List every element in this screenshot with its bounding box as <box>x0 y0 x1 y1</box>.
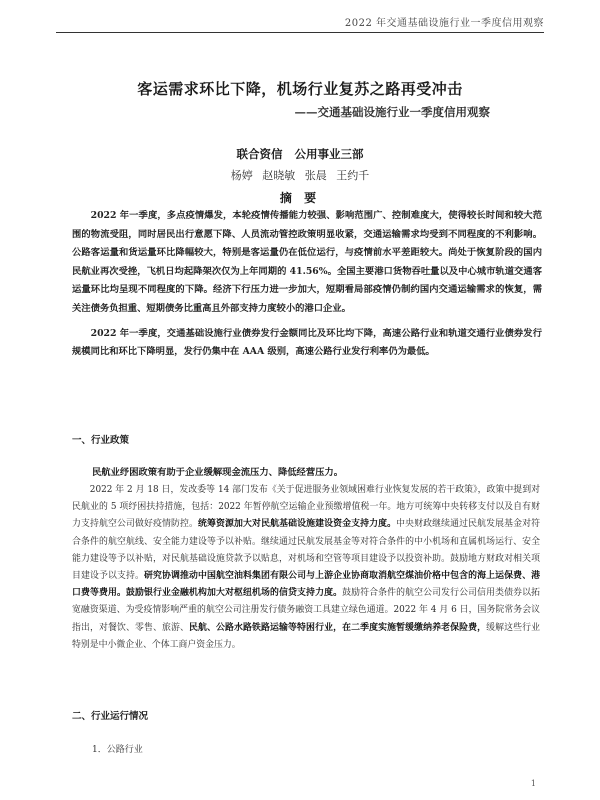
report-subtitle: ——交通基础设施行业一季度信用观察 <box>294 105 490 119</box>
running-header: 2022 年交通基础设施行业一季度信用观察 <box>344 18 544 29</box>
authors: 杨婷 赵晓敏 张晨 王约千 <box>230 169 370 182</box>
report-title: 客运需求环比下降，机场行业复苏之路再受冲击 <box>137 80 463 98</box>
policy-paragraph <box>72 482 540 654</box>
policy-body <box>72 482 540 654</box>
organization: 联合资信 公用事业三部 <box>236 147 364 161</box>
header-rule <box>56 32 544 33</box>
subsection-highway: 1．公路行业 <box>92 745 143 755</box>
policy-text-4: 缓解这些行业特别是中小微企业、个体工商户资金压力。 <box>72 622 540 650</box>
abstract-heading: 摘 要 <box>279 191 321 205</box>
policy-bold-1: 统筹资源加大对民航基础设施建设资金支持力度。 <box>198 519 397 530</box>
abstract-paragraph-1: 2022 年一季度，多点疫情爆发，本轮疫情传播能力较强、影响范围广、控制难度大，使得较长时间和较大范围的物流受阻，同时居民出行意愿下降、人员流动管控政策明显收紧，交通运输需求均受到不同程度的不利影响。公路客运量和货运量环比降幅较大，特别是客运量仍在低位运行，与疫情前水平差距较大。尚处于恢复阶段的国内民航业再次受挫，飞机日均起降架次仅为上年同期的 41.56%。全国主要港口货物吞吐量以及中心城市轨道交通客运量环比均呈现不同程度的下降。经济下行压力进一步加大，短期看局部疫情仍制约国内交通运输需求的恢复，需关注债务负担重、短期债务比重高且外部支持力度较小的港口企业。 <box>72 210 542 314</box>
policy-text-1: 2022 年 2 月 18 日，发改委等 14 部门发布《关于促进服务业领域困难行业恢复发展的若干政策》，政策中提到对民航业的 5 项纾困扶持措施，包括：2022 年暂停航空运输企业预缴增值税一年。地方可统筹中央转移支付以及自有财力支持航空公司做好疫情防控。 <box>72 485 540 530</box>
policy-bold-2: 研究协调推动中国航空油料集团有限公司与上游企业协商取消航空煤油价格中包含的海上运保费、港口费等费用。鼓励银行业金融机构加大对枢纽机场的信贷支持力度。 <box>72 571 541 599</box>
abstract <box>72 207 542 362</box>
abstract-paragraph-2: 2022 年一季度，交通基础设施行业债券发行金额同比及环比均下降，高速公路行业和轨道交通行业债券发行规模同比和环比下降明显，发行仍集中在 AAA 级别，高速公路行业发行利率仍为最低。 <box>72 327 542 358</box>
policy-subheading: 民航业纾困政策有助于企业缓解现金流压力、降低经营压力。 <box>92 467 344 478</box>
policy-bold-3: 民航、公路水路铁路运输等特困行业，在二季度实施暂缓缴纳养老保险费， <box>189 622 487 633</box>
section-heading-policy: 一、行业政策 <box>72 435 130 446</box>
policy-text-3: 鼓励符合条件的航空公司发行公司信用类债券以拓宽融资渠道、为受疫情影响严重的航空公司注册发行债务融资工具建立绿色通道。2022 年 4 月 6 日，国务院常务会议指出，对餐饮、零售、旅游、 <box>72 588 541 633</box>
page-number: 1 <box>530 779 536 788</box>
policy-text-2: 中央财政继续通过民航发展基金对符合条件的航空航线、安全能力建设等予以补贴。继续通过民航发展基金等对符合条件的中小机场和直属机场运行、安全能力建设等予以补贴，对民航基础设施贷款予以贴息，对机场和空管等项目建设予以投资补助。鼓励地方财政对相关项目建设予以支持。 <box>72 519 541 582</box>
section-heading-operations: 二、行业运行情况 <box>72 711 149 722</box>
